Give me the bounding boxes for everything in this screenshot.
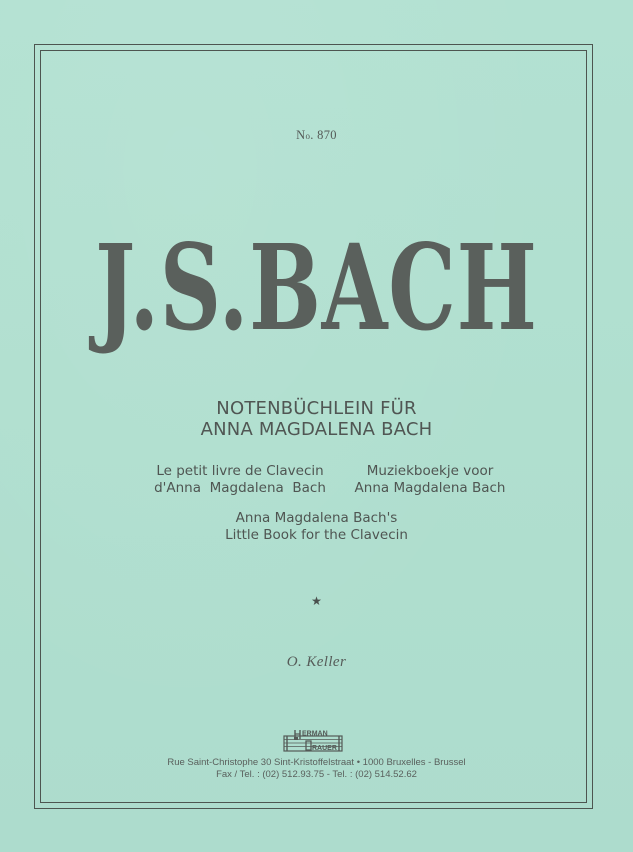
title-english-line1: Anna Magdalena Bach's bbox=[235, 510, 398, 526]
star-ornament-icon: ★ bbox=[311, 594, 322, 608]
title-german-line1: NOTENBÜCHLEIN FÜR bbox=[216, 398, 417, 419]
catalog-number bbox=[0, 128, 633, 143]
catalog-prefix-dot: . bbox=[310, 128, 314, 142]
title-german bbox=[0, 398, 633, 440]
title-dutch-line2: Anna Magdalena Bach bbox=[354, 480, 506, 496]
catalog-number-value: 870 bbox=[317, 128, 337, 142]
address-line1: Rue Saint-Christophe 30 Sint-Kristoffelstraat • 1000 Bruxelles - Brussel bbox=[167, 757, 466, 768]
title-french-line1: Le petit livre de Clavecin bbox=[156, 463, 324, 479]
publisher-address bbox=[0, 757, 633, 780]
editor-name: O. Keller bbox=[286, 654, 347, 670]
title-german-line2: ANNA MAGDALENA BACH bbox=[200, 419, 433, 440]
title-french bbox=[140, 463, 340, 497]
title-english-line2: Little Book for the Clavecin bbox=[225, 527, 408, 543]
title-french-line2: d'Anna Magdalena Bach bbox=[154, 480, 326, 496]
composer-name: J.S.BACH bbox=[95, 218, 538, 357]
svg-text:ERMAN: ERMAN bbox=[302, 730, 328, 738]
catalog-prefix-n: N bbox=[296, 128, 306, 142]
catalog-prefix-o: o bbox=[305, 131, 311, 141]
herman-brauer-logo-icon bbox=[283, 729, 343, 753]
title-dutch bbox=[335, 463, 525, 497]
svg-text:RAUER: RAUER bbox=[312, 745, 337, 752]
title-dutch-line1: Muziekboekje voor bbox=[366, 463, 494, 479]
address-contact-line: Fax / Tel. : (02) 512.93.75 - Tel. : (02) 514.52.62 bbox=[216, 768, 417, 780]
title-english bbox=[0, 510, 633, 544]
publisher-logo bbox=[283, 729, 343, 753]
